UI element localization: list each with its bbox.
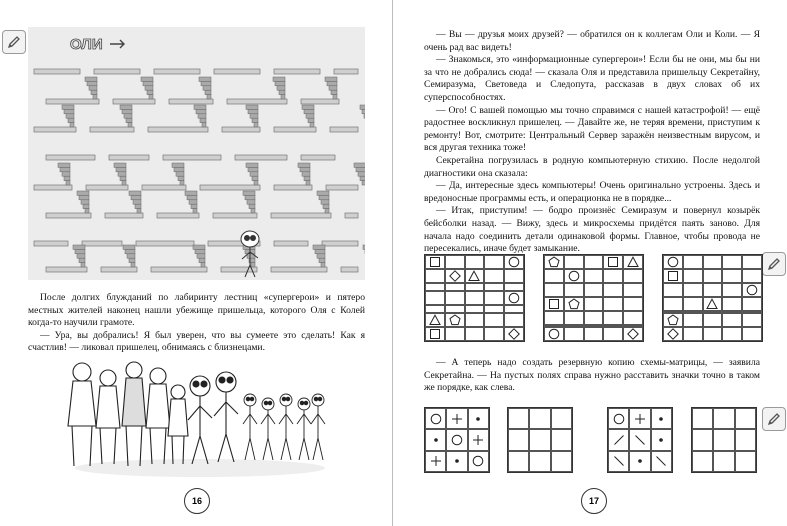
grid-cell[interactable] <box>683 283 703 297</box>
grid-cell <box>425 429 446 450</box>
grid-cell[interactable] <box>692 451 713 472</box>
grid-cell <box>468 408 489 429</box>
grid-cell <box>608 408 629 429</box>
square-icon <box>667 270 679 282</box>
grid-cell[interactable] <box>722 269 742 283</box>
grid-cell[interactable] <box>551 429 572 450</box>
triangle-icon <box>706 298 718 310</box>
page-number: 17 <box>581 488 607 514</box>
grid-cell <box>651 451 672 472</box>
grid-cell[interactable] <box>584 269 604 283</box>
shape-matrix-3 <box>662 254 763 342</box>
pencil-icon <box>2 30 26 54</box>
pentagon-icon <box>667 314 679 326</box>
grid-cell[interactable] <box>484 291 504 305</box>
dot-icon <box>655 413 667 425</box>
grid-cell <box>425 408 446 429</box>
grid-cell[interactable] <box>623 327 643 341</box>
small-alien-figure <box>261 398 275 460</box>
grid-cell[interactable] <box>445 269 465 283</box>
plus-icon <box>472 434 484 446</box>
grid-cell <box>629 408 650 429</box>
grid-cell[interactable] <box>564 283 584 297</box>
grid-cell[interactable] <box>742 297 762 311</box>
pencil-icon <box>762 252 786 276</box>
dot-icon <box>634 455 646 467</box>
grid-cell[interactable] <box>663 255 683 269</box>
grid-cell[interactable] <box>504 305 524 313</box>
small-alien-figure <box>311 394 325 460</box>
right-text-top <box>424 29 760 256</box>
grid-cell <box>446 408 467 429</box>
grid-cell[interactable] <box>504 291 524 305</box>
grid-cell[interactable] <box>623 269 643 283</box>
diamond-icon <box>449 270 461 282</box>
grid-cell[interactable] <box>564 255 584 269</box>
plus-icon <box>451 413 463 425</box>
circle-icon <box>746 284 758 296</box>
grid-cell[interactable] <box>425 305 445 313</box>
grid-cell[interactable] <box>584 283 604 297</box>
grid-cell[interactable] <box>603 297 623 311</box>
characters-illustration <box>60 356 332 480</box>
grid-cell[interactable] <box>465 291 485 305</box>
grid-cell[interactable] <box>722 313 742 327</box>
grid-cell[interactable] <box>603 269 623 283</box>
grid-cell[interactable] <box>623 297 643 311</box>
grid-cell[interactable] <box>735 451 756 472</box>
grid-cell[interactable] <box>445 327 465 341</box>
grid-cell[interactable] <box>544 255 564 269</box>
grid-cell[interactable] <box>603 283 623 297</box>
grid-cell[interactable] <box>663 327 683 341</box>
small-alien-figure <box>279 394 293 460</box>
diamond-icon <box>508 328 520 340</box>
grid-cell[interactable] <box>663 313 683 327</box>
circle-icon <box>451 434 463 446</box>
grid-cell <box>608 451 629 472</box>
grid-cell <box>468 451 489 472</box>
grid-cell <box>468 429 489 450</box>
circle-icon <box>508 256 520 268</box>
grid-cell[interactable] <box>445 305 465 313</box>
grid-cell[interactable] <box>484 269 504 283</box>
grid-cell[interactable] <box>564 297 584 311</box>
paragraph: — Ура, вы добрались! Я был уверен, что вы сумеете это сделать! Как я счастлив! — ликовал пришелец, обнимаясь с близнецами. <box>28 329 365 354</box>
dot-icon <box>451 455 463 467</box>
grid-cell[interactable] <box>445 291 465 305</box>
paragraph: — Да, интересные здесь компьютеры! Очень оригинально устроены. Здесь и вредоносные программы есть, и операционка не в порядке... <box>424 180 760 204</box>
grid-cell <box>651 408 672 429</box>
grid-cell[interactable] <box>564 311 584 325</box>
circle-icon <box>548 328 560 340</box>
grid-cell[interactable] <box>425 283 445 291</box>
grid-cell[interactable] <box>713 429 734 450</box>
grid-cell[interactable] <box>529 408 550 429</box>
grid-cell[interactable] <box>529 451 550 472</box>
grid-cell[interactable] <box>735 408 756 429</box>
page-number: 16 <box>184 488 210 514</box>
grid-cell <box>651 429 672 450</box>
grid-cell[interactable] <box>544 311 564 325</box>
paragraph: — А теперь надо создать резервную копию схемы-матрицы, — заявила Секретайна. — На пустых полях справа нужно расставить значки точно в таком же порядке, как слева. <box>424 357 760 394</box>
dot-icon <box>655 434 667 446</box>
grid-cell[interactable] <box>742 283 762 297</box>
circle-icon <box>667 256 679 268</box>
copy-matrix-source-2 <box>607 407 673 473</box>
grid-cell[interactable] <box>484 313 504 327</box>
circle-icon <box>568 270 580 282</box>
grid-cell[interactable] <box>722 255 742 269</box>
grid-cell[interactable] <box>703 255 723 269</box>
grid-cell[interactable] <box>692 408 713 429</box>
grid-cell[interactable] <box>623 283 643 297</box>
paragraph: — Итак, приступим! — бодро произнёс Семиразум и повернул козырёк бейсболки назад. — Вижу, здесь и микросхемы придётся паять заново. Для начала надо соединить детали одинаковой формы. Главное, чтобы провода не пересекались, иначе будет замыкание. <box>424 205 760 255</box>
square-icon <box>548 298 560 310</box>
grid-cell[interactable] <box>529 429 550 450</box>
grid-cell[interactable] <box>623 255 643 269</box>
triangle-icon <box>627 256 639 268</box>
grid-cell[interactable] <box>584 297 604 311</box>
plus-icon <box>430 455 442 467</box>
grid-cell[interactable] <box>735 429 756 450</box>
grid-cell[interactable] <box>465 305 485 313</box>
grid-cell[interactable] <box>703 327 723 341</box>
circle-icon <box>472 455 484 467</box>
small-alien-figure <box>243 394 257 460</box>
grid-cell[interactable] <box>465 255 485 269</box>
grid-cell[interactable] <box>425 269 445 283</box>
grid-cell[interactable] <box>722 327 742 341</box>
grid-cell[interactable] <box>703 283 723 297</box>
grid-cell[interactable] <box>445 313 465 327</box>
grid-cell[interactable] <box>742 269 762 283</box>
grid-cell[interactable] <box>683 313 703 327</box>
grid-cell[interactable] <box>445 255 465 269</box>
copy-matrix-source-1 <box>424 407 490 473</box>
grid-cell[interactable] <box>742 255 762 269</box>
grid-cell[interactable] <box>484 283 504 291</box>
grid-cell[interactable] <box>544 327 564 341</box>
grid-cell[interactable] <box>564 269 584 283</box>
backslash-icon <box>655 455 667 467</box>
grid-cell[interactable] <box>603 311 623 325</box>
diamond-icon <box>627 328 639 340</box>
copy-matrix-empty-1[interactable] <box>507 407 573 473</box>
pentagon-icon <box>449 314 461 326</box>
grid-cell[interactable] <box>544 269 564 283</box>
grid-cell[interactable] <box>425 327 445 341</box>
grid-cell[interactable] <box>551 451 572 472</box>
grid-cell[interactable] <box>465 269 485 283</box>
grid-cell[interactable] <box>683 327 703 341</box>
grid-cell[interactable] <box>544 297 564 311</box>
grid-cell[interactable] <box>504 313 524 327</box>
grid-cell[interactable] <box>623 311 643 325</box>
right-page <box>393 0 787 526</box>
grid-cell[interactable] <box>508 408 529 429</box>
grid-cell <box>446 451 467 472</box>
square-icon <box>607 256 619 268</box>
grid-cell[interactable] <box>551 408 572 429</box>
grid-cell[interactable] <box>425 313 445 327</box>
grid-cell[interactable] <box>713 451 734 472</box>
grid-cell[interactable] <box>504 269 524 283</box>
triangle-icon <box>429 314 441 326</box>
grid-cell[interactable] <box>584 327 604 341</box>
grid-cell[interactable] <box>703 313 723 327</box>
backslash-icon <box>613 455 625 467</box>
grid-cell[interactable] <box>683 269 703 283</box>
paragraph: Секретайна погрузилась в родную компьютерную стихию. После недолгой диагностики она сказала: <box>424 154 760 179</box>
dot-icon <box>472 413 484 425</box>
grid-cell[interactable] <box>722 297 742 311</box>
grid-cell[interactable] <box>742 327 762 341</box>
grid-cell <box>629 451 650 472</box>
paragraph: — Вы — друзья моих друзей? — обратился он к коллегам Оли и Коли. — Я очень рад вас видеть! <box>424 29 760 53</box>
maze-label: ОЛИ <box>70 36 103 53</box>
right-text-mid <box>424 357 760 395</box>
grid-cell[interactable] <box>425 291 445 305</box>
slash-icon <box>613 434 625 446</box>
circle-icon <box>508 292 520 304</box>
grid-cell[interactable] <box>484 327 504 341</box>
paragraph: После долгих блужданий по лабиринту лестниц «супергерои» и пятеро местных жителей наконец нашли убежище пришельца, которого Оля с Колей когда-то научили грамоте. <box>28 292 365 329</box>
square-icon <box>429 256 441 268</box>
grid-cell[interactable] <box>663 297 683 311</box>
grid-cell[interactable] <box>713 408 734 429</box>
grid-cell[interactable] <box>603 327 623 341</box>
pencil-icon <box>762 407 786 431</box>
copy-matrix-empty-2[interactable] <box>691 407 757 473</box>
grid-cell[interactable] <box>445 283 465 291</box>
grid-cell[interactable] <box>564 327 584 341</box>
shape-matrix-1 <box>424 254 525 342</box>
circle-icon <box>613 413 625 425</box>
grid-cell[interactable] <box>703 297 723 311</box>
paragraph: — Ого! С вашей помощью мы точно справимся с нашей катастрофой! — ещё радостнее воскликнул пришелец. — Давайте же, не теряя времени, приступим к ремонту! Вот, смотрите: Центральный Сервер заражён неизвестным вирусом, и вся другая техника тоже! <box>424 104 760 154</box>
grid-cell[interactable] <box>425 255 445 269</box>
triangle-icon <box>468 270 480 282</box>
grid-cell[interactable] <box>465 313 485 327</box>
grid-cell[interactable] <box>742 313 762 327</box>
grid-cell[interactable] <box>484 255 504 269</box>
grid-cell[interactable] <box>544 283 564 297</box>
grid-cell[interactable] <box>683 255 703 269</box>
grid-cell <box>608 429 629 450</box>
grid-cell[interactable] <box>584 255 604 269</box>
grid-cell[interactable] <box>722 283 742 297</box>
grid-cell <box>446 429 467 450</box>
grid-cell[interactable] <box>692 429 713 450</box>
shape-matrix-2 <box>543 254 644 342</box>
grid-cell[interactable] <box>508 451 529 472</box>
grid-cell[interactable] <box>504 255 524 269</box>
plus-icon <box>634 413 646 425</box>
dot-icon <box>430 434 442 446</box>
left-text <box>28 292 365 355</box>
pentagon-icon <box>568 298 580 310</box>
grid-cell <box>425 451 446 472</box>
left-page <box>0 0 393 526</box>
pentagon-icon <box>548 256 560 268</box>
circle-icon <box>430 413 442 425</box>
grid-cell[interactable] <box>603 255 623 269</box>
small-alien-figure <box>297 398 311 460</box>
grid-cell[interactable] <box>504 283 524 291</box>
grid-cell[interactable] <box>465 283 485 291</box>
grid-cell[interactable] <box>484 305 504 313</box>
grid-cell[interactable] <box>663 269 683 283</box>
square-icon <box>429 328 441 340</box>
diamond-icon <box>667 328 679 340</box>
grid-cell[interactable] <box>465 327 485 341</box>
grid-cell[interactable] <box>504 327 524 341</box>
grid-cell <box>629 429 650 450</box>
grid-cell[interactable] <box>703 269 723 283</box>
stair-maze-illustration <box>28 27 365 280</box>
grid-cell[interactable] <box>584 311 604 325</box>
backslash-icon <box>634 434 646 446</box>
paragraph: — Знакомься, это «информационные супергерои»! Если бы не они, мы бы ни за что не добрались сюда! — сказала Оля и представила пришельцу Секретайну, Семиразума, Световеда и Следопута, рассказав в двух словах об их суперспособностях. <box>424 54 760 103</box>
grid-cell[interactable] <box>663 283 683 297</box>
grid-cell[interactable] <box>683 297 703 311</box>
grid-cell[interactable] <box>508 429 529 450</box>
